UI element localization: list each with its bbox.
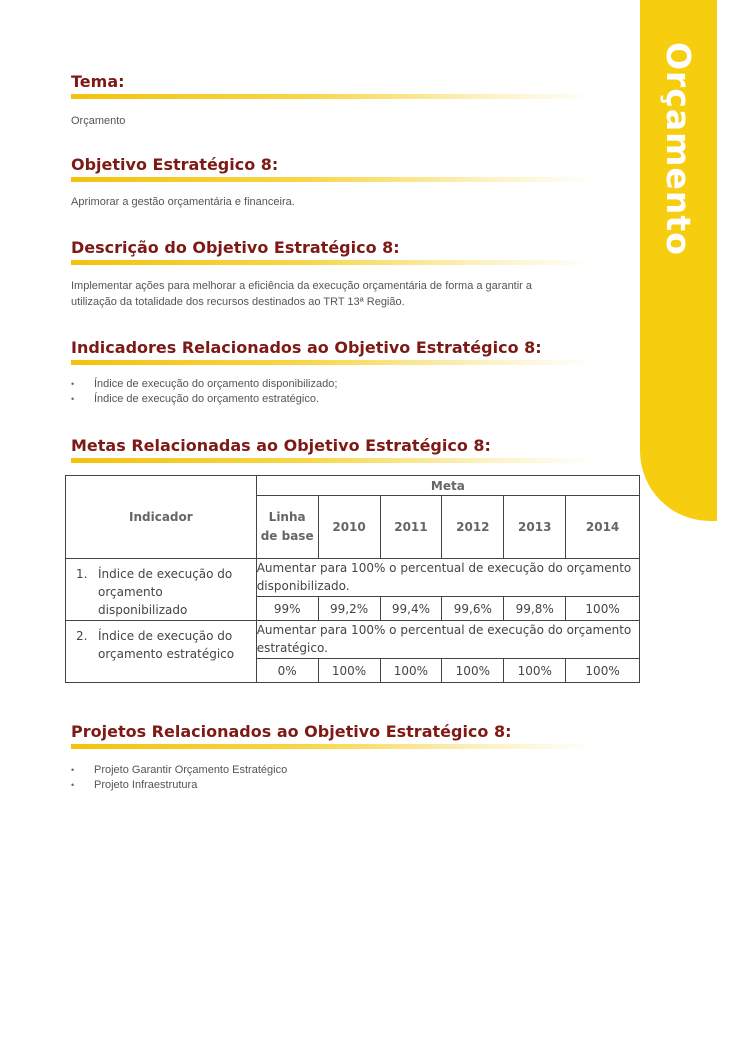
descricao-text <box>71 278 611 310</box>
objetivo-section <box>71 155 596 210</box>
tema-section <box>71 72 596 129</box>
indicador-header: Indicador <box>66 476 257 559</box>
baseline-cell: 99% <box>256 597 318 621</box>
baseline-cell: 0% <box>256 659 318 683</box>
descricao-rule <box>71 260 596 265</box>
tema-rule <box>71 94 596 99</box>
descricao-heading: Descrição do Objetivo Estratégico 8: <box>71 238 400 257</box>
year-header: 2011 <box>380 496 442 559</box>
value-cell: 100% <box>442 659 504 683</box>
side-tab-title: Orçamento <box>659 42 698 256</box>
projetos-list <box>71 763 596 793</box>
indicadores-heading: Indicadores Relacionados ao Objetivo Estratégico 8: <box>71 338 542 357</box>
indicadores-section <box>71 338 596 407</box>
metas-section <box>71 436 596 463</box>
descricao-section <box>71 238 596 310</box>
year-header: 2010 <box>318 496 380 559</box>
metas-heading: Metas Relacionadas ao Objetivo Estratégico 8: <box>71 436 491 455</box>
indicador-name: Índice de execução do orçamento disponibilizado <box>98 567 233 617</box>
value-cell: 99,4% <box>380 597 442 621</box>
list-item: • Índice de execução do orçamento disponibilizado; <box>71 377 596 392</box>
value-cell: 99,8% <box>504 597 566 621</box>
projetos-section <box>71 722 596 793</box>
indicador-number: 2. <box>76 629 88 643</box>
metas-rule <box>71 458 596 463</box>
projetos-heading: Projetos Relacionados ao Objetivo Estratégico 8: <box>71 722 512 741</box>
linha-base-header: Linha de base <box>256 496 318 559</box>
meta-header: Meta <box>256 476 639 496</box>
metas-table <box>65 475 640 683</box>
objetivo-heading: Objetivo Estratégico 8: <box>71 155 279 174</box>
indicadores-list <box>71 377 596 407</box>
table-row <box>66 621 640 659</box>
value-cell: 100% <box>566 597 640 621</box>
indicador-name: Índice de execução do orçamento estratégico <box>98 629 235 661</box>
list-item: • Índice de execução do orçamento estratégico. <box>71 392 596 407</box>
objetivo-text: Aprimorar a gestão orçamentária e financeira. <box>71 196 295 208</box>
value-cell: 99,2% <box>318 597 380 621</box>
objetivo-rule <box>71 177 596 182</box>
value-cell: 100% <box>380 659 442 683</box>
indicador-number: 1. <box>76 567 88 581</box>
value-cell: 100% <box>318 659 380 683</box>
indicadores-rule <box>71 360 596 365</box>
tema-heading: Tema: <box>71 72 125 91</box>
year-header: 2012 <box>442 496 504 559</box>
value-cell: 99,6% <box>442 597 504 621</box>
list-item: • Projeto Infraestrutura <box>71 778 596 793</box>
year-header: 2013 <box>504 496 566 559</box>
indicador-cell <box>66 621 257 683</box>
goal-cell: Aumentar para 100% o percentual de execução do orçamento disponibilizado. <box>256 559 639 597</box>
table-row <box>66 559 640 597</box>
descricao-line-1: Implementar ações para melhorar a eficiência da execução orçamentária de forma a garantir a <box>71 280 533 292</box>
goal-cell: Aumentar para 100% o percentual de execução do orçamento estratégico. <box>256 621 639 659</box>
year-header: 2014 <box>566 496 640 559</box>
tema-text: Orçamento <box>71 115 126 127</box>
list-item: • Projeto Garantir Orçamento Estratégico <box>71 763 596 778</box>
value-cell: 100% <box>566 659 640 683</box>
descricao-line-2: utilização da totalidade dos recursos destinados ao TRT 13ª Região. <box>71 296 405 308</box>
projetos-rule <box>71 744 596 749</box>
indicador-cell <box>66 559 257 621</box>
value-cell: 100% <box>504 659 566 683</box>
